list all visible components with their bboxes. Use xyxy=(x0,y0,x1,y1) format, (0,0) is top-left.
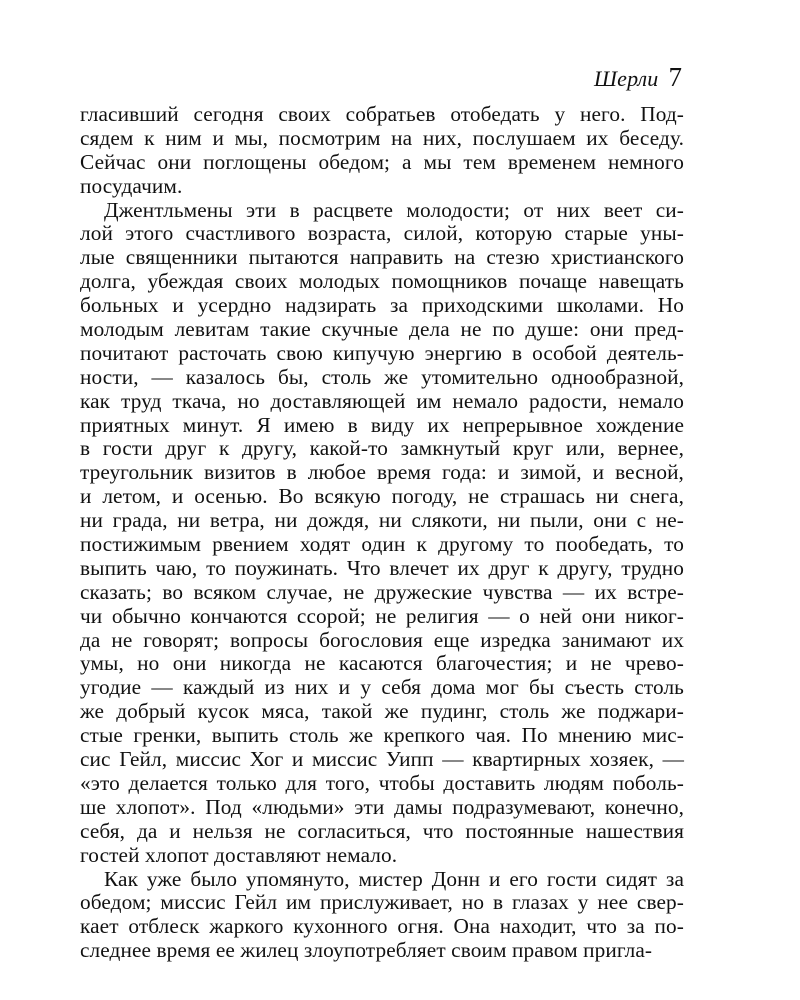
text-line: постижимым рвением ходят один к другому то пообедать, то xyxy=(80,532,684,557)
text-line: сис Гейл, миссис Хог и миссис Уипп — квартирных хозяек, — xyxy=(80,747,684,772)
text-line: кает отблеск жаркого кухонного огня. Она находит, что за по- xyxy=(80,914,684,939)
text-line: Как уже было упомянуто, мистер Донн и его гости сидят за xyxy=(104,866,684,891)
running-head xyxy=(594,62,682,93)
text-line: Джентльмены эти в расцвете молодости; от них веет си- xyxy=(104,197,684,222)
text-line: сядем к ним и мы, посмотрим на них, послушаем их беседу. xyxy=(80,125,684,150)
text-line: сказать; во всяком случае, не дружеские чувства — их встре- xyxy=(80,579,684,604)
text-line: же добрый кусок мяса, такой же пудинг, столь же поджари- xyxy=(80,699,684,724)
text-line: в гости друг к другу, какой-то замкнутый круг или, вернее, xyxy=(80,436,684,461)
text-line: ни града, ни ветра, ни дождя, ни слякоти, ни пыли, они с не- xyxy=(80,508,684,533)
text-line: лой этого счастливого возраста, силой, которую старые уны- xyxy=(80,221,684,246)
text-line: чи обычно кончаются ссорой; не религия — о ней они никог- xyxy=(80,603,684,628)
text-line: как труд ткача, но доставляющей им немало радости, немало xyxy=(80,388,684,413)
text-line: приятных минут. Я имею в виду их непрерывное хождение xyxy=(80,412,684,437)
text-line: следнее время ее жилец злоупотребляет своим правом пригла- xyxy=(80,938,653,963)
text-line: да не говорят; вопросы богословия еще изредка занимают их xyxy=(80,627,684,652)
text-line: Сейчас они поглощены обедом; а мы тем временем немного xyxy=(80,149,684,174)
text-line: «это делается только для того, чтобы доставить людям поболь- xyxy=(80,770,684,795)
page-number: 7 xyxy=(668,62,682,92)
text-line: треугольник визитов в любое время года: и зимой, и весной, xyxy=(80,460,684,485)
text-line: обедом; миссис Гейл им прислуживает, но в глазах у нее свер- xyxy=(80,890,684,915)
text-line: ше хлопот». Под «людьми» эти дамы подразумевают, конечно, xyxy=(80,794,684,819)
text-line: лые священники пытаются направить на стезю христианского xyxy=(80,245,684,270)
text-line: угодие — каждый из них и у себя дома мог бы съесть столь xyxy=(80,675,684,700)
running-title: Шерли xyxy=(594,66,659,91)
text-line: гласивший сегодня своих собратьев отобедать у него. Под- xyxy=(80,102,684,126)
text-line: больных и усердно надзирать за приходскими школами. Но xyxy=(80,293,684,318)
text-line: себя, да и нельзя не согласиться, что постоянные нашествия xyxy=(80,818,684,843)
text-line: стые гренки, выпить столь же крепкого чая. По мнению мис- xyxy=(80,723,684,748)
text-line: умы, но они никогда не касаются благочестия; и не чрево- xyxy=(80,651,684,676)
body-text xyxy=(80,103,684,963)
text-line: молодым левитам такие скучные дела не по душе: они пред- xyxy=(80,317,684,342)
text-line: почитают расточать свою кипучую энергию в особой деятель- xyxy=(80,340,684,365)
text-line: гостей хлопот доставляют немало. xyxy=(80,842,398,867)
text-line: ности, — казалось бы, столь же утомительно однообразной, xyxy=(80,364,684,389)
text-line: и летом, и осенью. Во всякую погоду, не страшась ни снега, xyxy=(80,484,684,509)
text-line: долга, убеждая своих молодых помощников почаще навещать xyxy=(80,269,684,294)
text-line: выпить чаю, то поужинать. Что влечет их друг к другу, трудно xyxy=(80,555,684,580)
text-line: посудачим. xyxy=(80,173,183,198)
